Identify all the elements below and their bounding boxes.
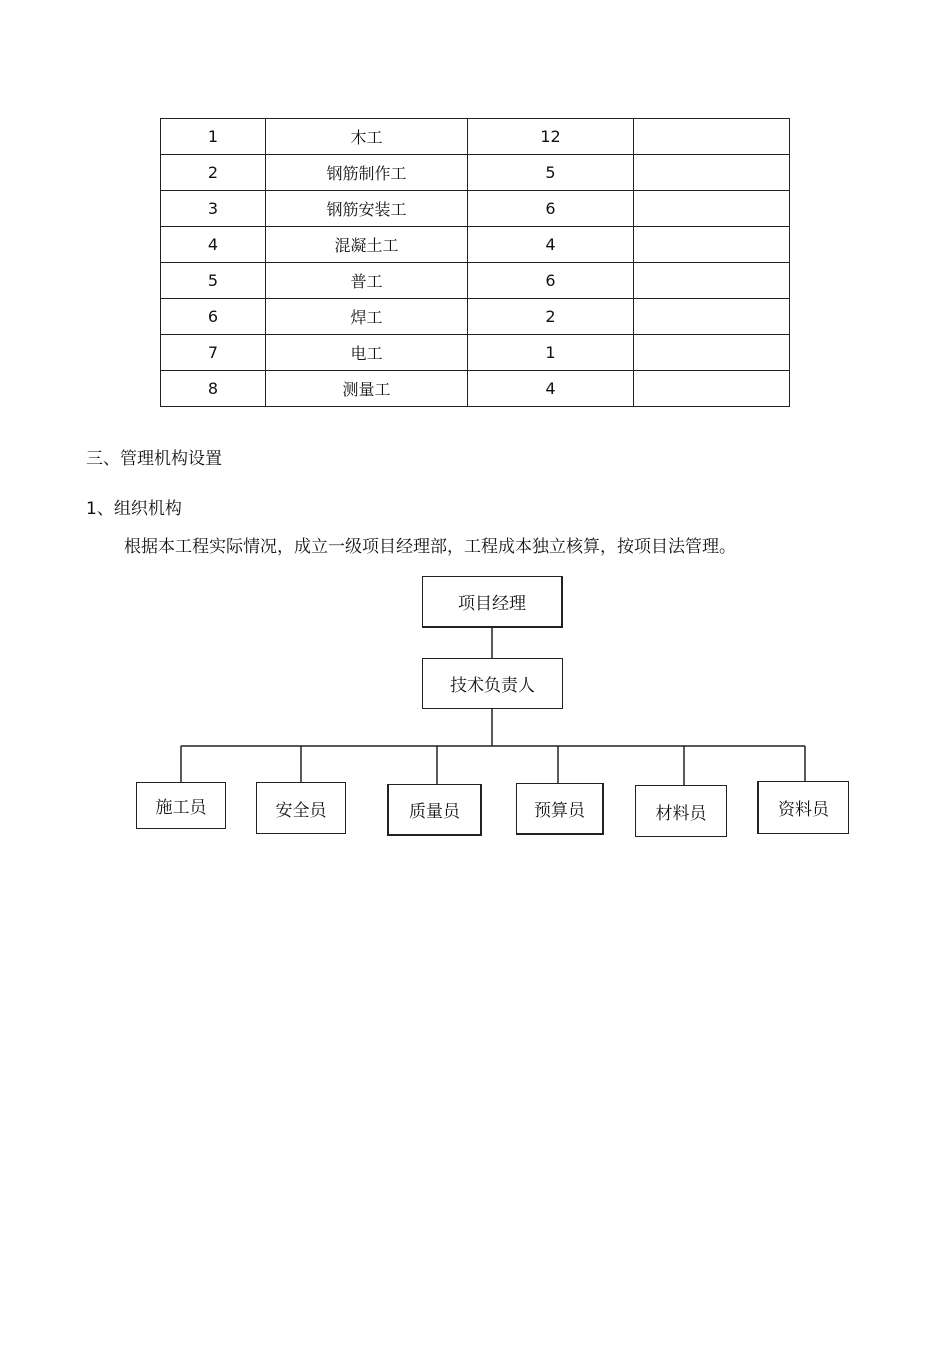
table-row	[161, 155, 790, 191]
table-row	[161, 119, 790, 155]
trade-name: 钢筋制作工	[266, 155, 468, 191]
trade-name: 钢筋安装工	[266, 191, 468, 227]
note-cell	[634, 263, 790, 299]
org-node-label: 项目经理	[458, 594, 526, 614]
org-node-materials	[635, 785, 727, 837]
org-node-construction	[136, 782, 226, 829]
org-node-project-manager	[422, 576, 563, 628]
worker-count: 12	[468, 119, 634, 155]
table-row	[161, 371, 790, 407]
table-row	[161, 335, 790, 371]
row-number: 8	[161, 371, 266, 407]
trade-name: 木工	[266, 119, 468, 155]
org-node-budget	[516, 783, 604, 835]
org-node-safety	[256, 782, 346, 834]
section-heading: 三、管理机构设置	[86, 449, 222, 469]
worker-count: 4	[468, 371, 634, 407]
worker-count: 6	[468, 191, 634, 227]
row-number: 6	[161, 299, 266, 335]
note-cell	[634, 119, 790, 155]
org-node-label: 技术负责人	[450, 676, 535, 696]
note-cell	[634, 335, 790, 371]
org-node-technical-lead	[422, 658, 563, 709]
org-node-label: 施工员	[155, 798, 207, 818]
note-cell	[634, 191, 790, 227]
org-node-label: 预算员	[534, 801, 585, 821]
worker-count: 2	[468, 299, 634, 335]
staff-table	[160, 118, 790, 407]
table-row	[161, 299, 790, 335]
worker-count: 6	[468, 263, 634, 299]
worker-count: 4	[468, 227, 634, 263]
worker-count: 5	[468, 155, 634, 191]
row-number: 2	[161, 155, 266, 191]
note-cell	[634, 299, 790, 335]
row-number: 7	[161, 335, 266, 371]
org-node-label: 资料员	[778, 800, 829, 820]
note-cell	[634, 371, 790, 407]
table-row	[161, 263, 790, 299]
worker-count: 1	[468, 335, 634, 371]
row-number: 3	[161, 191, 266, 227]
note-cell	[634, 155, 790, 191]
trade-name: 普工	[266, 263, 468, 299]
org-node-documents	[757, 781, 849, 834]
org-node-label: 材料员	[655, 803, 707, 824]
body-paragraph: 根据本工程实际情况，成立一级项目经理部，工程成本独立核算，按项目法管理。	[124, 537, 736, 557]
row-number: 1	[161, 119, 266, 155]
trade-name: 焊工	[266, 299, 468, 335]
org-node-quality	[387, 784, 482, 836]
note-cell	[634, 227, 790, 263]
trade-name: 混凝土工	[266, 227, 468, 263]
trade-name: 测量工	[266, 371, 468, 407]
table-row	[161, 191, 790, 227]
org-node-label: 安全员	[275, 800, 327, 821]
org-node-label: 质量员	[409, 802, 460, 822]
row-number: 5	[161, 263, 266, 299]
trade-name: 电工	[266, 335, 468, 371]
row-number: 4	[161, 227, 266, 263]
table-row	[161, 227, 790, 263]
subsection-heading: 1、组织机构	[86, 499, 182, 519]
